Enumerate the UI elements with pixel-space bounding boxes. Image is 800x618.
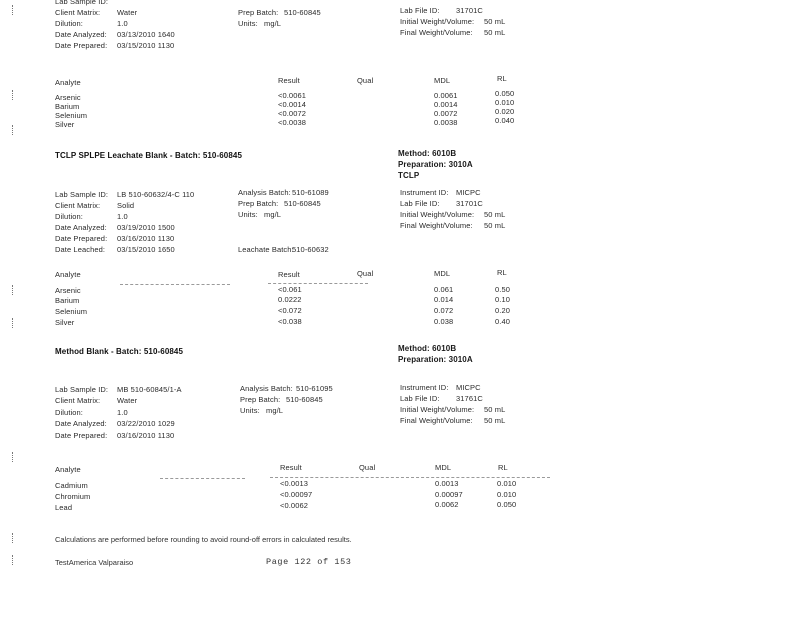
date-prepared-label: Date Prepared: <box>55 234 108 243</box>
mdl-cell: 0.0038 <box>434 118 458 127</box>
leachate-batch-label: Leachate Batch: <box>238 245 294 254</box>
dilution-value: 1.0 <box>117 19 128 28</box>
result-cell: 0.0222 <box>278 295 302 304</box>
lab-file-id-label: Lab File ID: <box>400 6 440 15</box>
date-analyzed-label: Date Analyzed: <box>55 419 107 428</box>
analysis-batch-label: Analysis Batch: <box>238 188 291 197</box>
mdl-cell: 0.0061 <box>434 91 458 100</box>
units-label: Units: <box>238 19 258 28</box>
table-rule <box>270 477 550 478</box>
initial-weight-value: 50 mL <box>484 17 506 26</box>
date-analyzed-value: 03/19/2010 1500 <box>117 223 175 232</box>
final-weight-value: 50 mL <box>484 221 506 230</box>
margin-tick <box>12 452 14 462</box>
col-header-rl: RL <box>497 74 507 83</box>
rl-cell: 0.50 <box>495 285 510 294</box>
mdl-cell: 0.061 <box>434 285 454 294</box>
margin-tick <box>12 318 14 328</box>
analyte-cell: Lead <box>55 503 73 512</box>
mdl-cell: 0.038 <box>434 317 454 326</box>
lab-sample-id-label: Lab Sample ID: <box>55 0 109 6</box>
final-weight-value: 50 mL <box>484 28 506 37</box>
analysis-batch-value: 510-61089 <box>292 188 329 197</box>
analyte-cell: Barium <box>55 296 80 305</box>
rl-cell: 0.050 <box>497 500 517 509</box>
analysis-batch-label: Analysis Batch: <box>240 384 293 393</box>
dilution-value: 1.0 <box>117 408 128 417</box>
lab-file-id-value: 31701C <box>456 6 483 15</box>
initial-weight-label: Initial Weight/Volume: <box>400 405 475 414</box>
initial-weight-label: Initial Weight/Volume: <box>400 17 475 26</box>
tclp-preparation: Preparation: 3010A <box>398 160 473 169</box>
client-matrix-label: Client Matrix: <box>55 8 101 17</box>
result-cell: <0.0014 <box>278 100 307 109</box>
instrument-id-value: MICPC <box>456 188 481 197</box>
col-header-mdl: MDL <box>434 76 451 85</box>
tclp-label: TCLP <box>398 171 420 180</box>
mdl-cell: 0.0062 <box>435 500 459 509</box>
rl-cell: 0.010 <box>497 490 517 499</box>
dilution-label: Dilution: <box>55 408 83 417</box>
final-weight-value: 50 mL <box>484 416 506 425</box>
prep-batch-value: 510-60845 <box>284 199 321 208</box>
col-header-qual: Qual <box>357 76 374 85</box>
result-cell: <0.061 <box>278 285 302 294</box>
mdl-cell: 0.014 <box>434 295 454 304</box>
col-header-result: Result <box>278 270 300 279</box>
lab-sample-id-label: Lab Sample ID: <box>55 385 109 394</box>
dilution-label: Dilution: <box>55 19 83 28</box>
date-prepared-value: 03/16/2010 1130 <box>117 234 175 243</box>
result-cell: <0.038 <box>278 317 302 326</box>
margin-tick <box>12 533 14 543</box>
date-prepared-value: 03/16/2010 1130 <box>117 431 175 440</box>
tclp-method: Method: 6010B <box>398 149 457 158</box>
result-cell: <0.0062 <box>280 501 309 510</box>
analyte-cell: Arsenic <box>55 93 81 102</box>
client-matrix-label: Client Matrix: <box>55 201 101 210</box>
col-header-qual: Qual <box>357 269 374 278</box>
col-header-mdl: MDL <box>434 269 451 278</box>
units-value: mg/L <box>266 406 284 415</box>
lab-file-id-value: 31761C <box>456 394 483 403</box>
final-weight-label: Final Weight/Volume: <box>400 221 473 230</box>
result-cell: <0.0061 <box>278 91 307 100</box>
rl-cell: 0.20 <box>495 306 510 315</box>
prep-batch-label: Prep Batch: <box>238 199 279 208</box>
dilution-label: Dilution: <box>55 212 83 221</box>
instrument-id-value: MICPC <box>456 383 481 392</box>
lab-sample-id-value: MB 510-60845/1-A <box>117 385 182 394</box>
mdl-cell: 0.0072 <box>434 109 458 118</box>
result-cell: <0.00097 <box>280 490 313 499</box>
company-name: TestAmerica Valparaiso <box>55 558 134 567</box>
mdl-cell: 0.00097 <box>435 490 463 499</box>
instrument-id-label: Instrument ID: <box>400 383 449 392</box>
date-analyzed-label: Date Analyzed: <box>55 223 107 232</box>
rl-cell: 0.10 <box>495 295 510 304</box>
units-label: Units: <box>238 210 258 219</box>
lab-file-id-label: Lab File ID: <box>400 199 440 208</box>
dilution-value: 1.0 <box>117 212 128 221</box>
prep-batch-label: Prep Batch: <box>240 395 281 404</box>
result-cell: <0.072 <box>278 306 302 315</box>
rl-cell: 0.010 <box>495 98 515 107</box>
analyte-cell: Selenium <box>55 307 88 316</box>
col-header-qual: Qual <box>359 463 376 472</box>
initial-weight-value: 50 mL <box>484 210 506 219</box>
analyte-cell: Barium <box>55 102 80 111</box>
analyte-cell: Silver <box>55 120 75 129</box>
table-rule <box>160 478 245 479</box>
analysis-batch-value: 510-61095 <box>296 384 333 393</box>
method-blank-method: Method: 6010B <box>398 344 457 353</box>
initial-weight-value: 50 mL <box>484 405 506 414</box>
mdl-cell: 0.072 <box>434 306 454 315</box>
prep-batch-value: 510-60845 <box>286 395 323 404</box>
date-prepared-label: Date Prepared: <box>55 431 108 440</box>
col-header-analyte: Analyte <box>55 465 81 474</box>
leachate-batch-value: 510-60632 <box>292 245 329 254</box>
prep-batch-label: Prep Batch: <box>238 8 279 17</box>
margin-tick <box>12 125 14 135</box>
client-matrix-label: Client Matrix: <box>55 396 101 405</box>
date-analyzed-value: 03/22/2010 1029 <box>117 419 175 428</box>
units-value: mg/L <box>264 19 282 28</box>
mdl-cell: 0.0014 <box>434 100 458 109</box>
final-weight-label: Final Weight/Volume: <box>400 416 473 425</box>
rl-cell: 0.050 <box>495 89 515 98</box>
analyte-cell: Selenium <box>55 111 88 120</box>
client-matrix-value: Solid <box>117 201 135 210</box>
date-leached-label: Date Leached: <box>55 245 106 254</box>
table-rule <box>120 284 230 285</box>
margin-tick <box>12 555 14 565</box>
lab-sample-id-value: LB 510-60632/4-C 110 <box>117 190 195 199</box>
margin-tick <box>12 90 14 100</box>
prep-batch-value: 510-60845 <box>284 8 321 17</box>
rl-cell: 0.40 <box>495 317 510 326</box>
col-header-analyte: Analyte <box>55 78 81 87</box>
col-header-mdl: MDL <box>435 463 452 472</box>
col-header-rl: RL <box>497 268 507 277</box>
analyte-cell: Chromium <box>55 492 91 501</box>
col-header-result: Result <box>280 463 302 472</box>
col-header-analyte: Analyte <box>55 270 81 279</box>
client-matrix-value: Water <box>117 8 138 17</box>
calculation-note: Calculations are performed before rounding to avoid round-off errors in calculated results. <box>55 535 352 544</box>
page-number: Page 122 of 153 <box>266 557 352 567</box>
initial-weight-label: Initial Weight/Volume: <box>400 210 475 219</box>
rl-cell: 0.020 <box>495 107 515 116</box>
date-analyzed-value: 03/13/2010 1640 <box>117 30 175 39</box>
result-cell: <0.0038 <box>278 118 307 127</box>
table-rule <box>268 283 368 284</box>
rl-cell: 0.040 <box>495 116 515 125</box>
lab-file-id-value: 31701C <box>456 199 483 208</box>
method-blank-title: Method Blank - Batch: 510-60845 <box>55 347 184 356</box>
analyte-cell: Arsenic <box>55 286 81 295</box>
method-blank-preparation: Preparation: 3010A <box>398 355 473 364</box>
final-weight-label: Final Weight/Volume: <box>400 28 473 37</box>
lab-file-id-label: Lab File ID: <box>400 394 440 403</box>
result-cell: <0.0013 <box>280 479 309 488</box>
margin-tick <box>12 285 14 295</box>
date-prepared-value: 03/15/2010 1130 <box>117 41 175 50</box>
col-header-rl: RL <box>498 463 508 472</box>
rl-cell: 0.010 <box>497 479 517 488</box>
tclp-section-title: TCLP SPLPE Leachate Blank - Batch: 510-60845 <box>55 151 242 160</box>
instrument-id-label: Instrument ID: <box>400 188 449 197</box>
client-matrix-value: Water <box>117 396 138 405</box>
date-analyzed-label: Date Analyzed: <box>55 30 107 39</box>
units-value: mg/L <box>264 210 282 219</box>
result-cell: <0.0072 <box>278 109 307 118</box>
analyte-cell: Cadmium <box>55 481 88 490</box>
date-prepared-label: Date Prepared: <box>55 41 108 50</box>
analyte-cell: Silver <box>55 318 75 327</box>
mdl-cell: 0.0013 <box>435 479 459 488</box>
units-label: Units: <box>240 406 260 415</box>
date-leached-value: 03/15/2010 1650 <box>117 245 175 254</box>
margin-tick <box>12 5 14 15</box>
col-header-result: Result <box>278 76 300 85</box>
lab-sample-id-label: Lab Sample ID: <box>55 190 109 199</box>
